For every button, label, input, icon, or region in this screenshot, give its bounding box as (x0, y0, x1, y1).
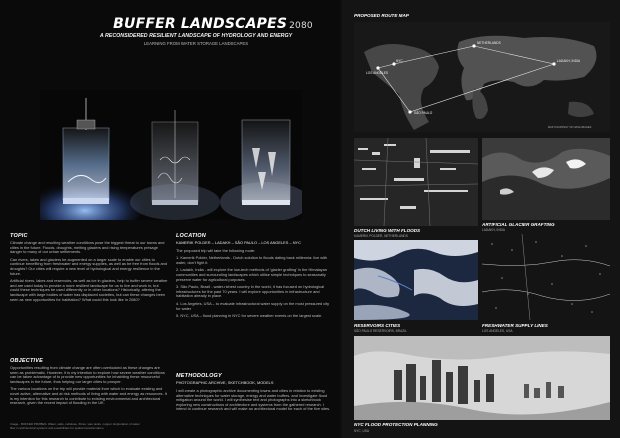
title-text: BUFFER LANDSCAPES (113, 16, 288, 32)
panel-subtitle-freshwater: LOS ANGELES, USA (482, 329, 513, 333)
location-text (176, 241, 334, 322)
location-item: 4. Los Angeles, USA – to evaluate infrastructural water supply on the most pressured city for water (176, 300, 330, 311)
title-year: 2080 (289, 21, 313, 31)
panel-subtitle-glacier: LADAKH, INDIA (482, 228, 506, 232)
methodology-text: I will create a photographic archive documenting towns and cities in relation to existing alternative techniques for water storage, energy and water buffers, and investigate flood mitigation around the world. I will synthesise text and photographs into a sketchbook exploring new constructions of architecture and systems from the gathered research. I intend to continue research and will make an architectural model for each of the five sites. (176, 388, 331, 412)
map-source: MAP COURTESY OF NASA IMAGES (548, 126, 592, 129)
objective-text (10, 366, 168, 409)
panel-dutch-floods (354, 138, 478, 226)
location-route: KAMERIK POLDER – LADAKH – SÃO PAULO – LOS ANGELES – NYC (176, 240, 301, 245)
methodology-subheading: PHOTOGRAPHIC ARCHIVE, SKETCHBOOK, MODELS (176, 380, 274, 385)
map-label-netherlands: NETHERLANDS (477, 41, 501, 45)
location-item: 1. Kamerik Polder, Netherlands - Dutch solution to floods dating back millennia: live with water, don't fight it. (176, 255, 328, 265)
methodology-heading: METHODOLOGY (176, 373, 222, 379)
location-item: 2. Ladakh, India - will explore the low-tech methods of 'glacier grafting' in the Himalayan communities and surrounding landscapes which utilise simple techniques to seasonally preserve water for agricultural purposes. (176, 267, 327, 282)
topic-paragraph: Artificial rivers, lakes and reservoirs, as well as ice in glaciers, help to buffer severe weather and are used today to provide a more resilient landscape for us to live and work in, but could these techniques be used differently or in other locations? Historically, altering the landscape with large bodies of water has displaced societies, but can these changes been seen as new opportunities for habitation? What could this look like in 2080? (10, 278, 168, 302)
topic-heading: TOPIC (10, 233, 28, 239)
location-heading: LOCATION (176, 233, 206, 239)
panel-freshwater-lines (482, 234, 610, 320)
panel-title-nyc: NYC FLOOD PROTECTION PLANNING (354, 422, 438, 427)
panel-nyc-flood (354, 336, 610, 420)
objective-paragraph: Opportunities resulting from climate change are often overlooked as these changes are seen as problematic. However, it is my intention to explore how severe weather conditions can be taken advantage of to provide new opportunities for inhabiting these resourceful landscapes in the future, thus helping our larger cities to prosper. (10, 365, 165, 384)
map-label-sao-paulo: SÃO PAULO (414, 111, 433, 115)
panel-reservoir-cities (354, 240, 478, 320)
right-page (342, 0, 620, 438)
panel-title-reservoirs: RESERVOIRS CITIES (354, 323, 401, 328)
panel-title-freshwater: FRESHWATER SUPPLY LINES (482, 323, 548, 328)
map-label-ladakh: LADAKH, INDIA (557, 59, 581, 63)
route-map-heading: PROPOSED ROUTE MAP (354, 13, 409, 18)
panel-glacier-grafting (482, 138, 610, 220)
image-credit: Image - BUFFER PROBES. Water, salts, cellulose, fibres, wax tanks, copper. Exploration of water flow in architectural systems and possibilities for spatial transformation. (10, 422, 140, 430)
map-label-los-angeles: LOS ANGELES (366, 71, 389, 75)
map-label-nyc: NYC (396, 59, 403, 63)
objective-heading: OBJECTIVE (10, 358, 43, 364)
location-intro: The proposed trip will take the following route: (176, 247, 256, 253)
panel-subtitle-reservoirs: SÃO PAULO RESERVOIRS, BRAZIL (354, 329, 407, 333)
probe-tank-3 (242, 120, 290, 205)
objective-paragraph: The various locations on the trip will provide material from which to evaluate existing and novel active, alternative and at risk methods of living with water and energy as resources. It is my intention for this research to contribute to existing environmental and architectural research, given the recent impact of flooding in the UK. (10, 386, 167, 406)
buffer-probes-photo (40, 90, 302, 220)
probe-tank-2 (152, 110, 198, 205)
topic-paragraph: Can rivers, lakes and glaciers be augmented on a larger scale to enable our cities to continue benefiting from freshwater and energy supplies, as well as be free from floods and droughts? Our cities will require a new level of hydrological and energy resilience in the future. (10, 256, 168, 276)
location-item: 3. São Paulo, Brazil - water-richest country in the world, it has focused on hydrological infrastructures for the past 70 years. I will explore opportunities in infrastructure and habitation already in place. (176, 284, 325, 299)
route-map (354, 22, 610, 132)
panel-title-glacier: ARTIFICIAL GLACIER GRAFTING (482, 222, 555, 227)
topic-text (10, 241, 168, 305)
topic-paragraph: Climate change and resulting weather conditions pose the biggest threat to our towns and cities in the future. Floods, droughts, melting glaciers and rising temperatures presage danger to many of our urban settlements. (10, 240, 165, 255)
panel-subtitle-dutch: KAMERIK POLDER, NETHERLANDS (354, 234, 408, 238)
location-item: 5. NYC, USA – flood planning in NYC for severe weather events on the largest scale. (176, 313, 323, 319)
panel-subtitle-nyc: NYC, USA (354, 429, 370, 433)
poster-subtitle: A RECONSIDERED RESILIENT LANDSCAPE OF HYDROLOGY AND ENERGY (99, 33, 293, 39)
poster-title (108, 16, 318, 32)
panel-title-dutch: DUTCH LIVING WITH FLOODS (354, 228, 421, 233)
poster-subtitle-secondary: LEARNING FROM WATER STORAGE LANDSCAPES (143, 41, 249, 46)
